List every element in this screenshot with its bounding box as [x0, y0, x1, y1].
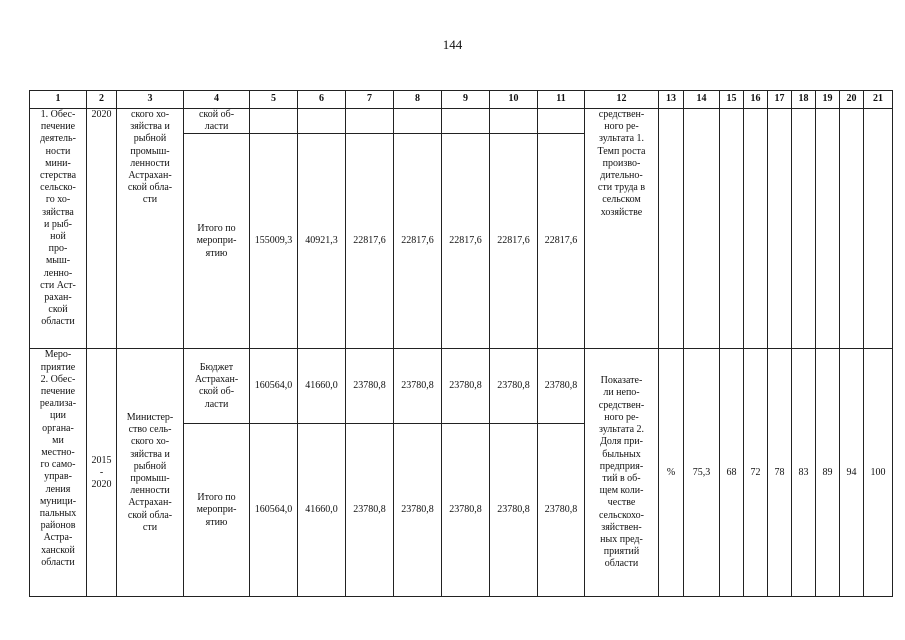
indicator-value-cell: 83: [792, 349, 816, 597]
header-cell: 5: [250, 91, 298, 109]
header-cell: 4: [184, 91, 250, 109]
value-cell: 23780,8: [346, 349, 394, 424]
indicator-value-cell: [768, 109, 792, 349]
funding-source-cell: Итого по меропри- ятию: [184, 424, 250, 597]
value-cell: 22817,6: [490, 134, 538, 349]
period-cell: 2015 - 2020: [87, 349, 117, 597]
indicator-value-cell: 72: [744, 349, 768, 597]
value-cell: [490, 109, 538, 134]
header-cell: 11: [538, 91, 585, 109]
indicator-value-cell: 94: [840, 349, 864, 597]
indicator-value-cell: [792, 109, 816, 349]
value-cell: [298, 109, 346, 134]
funding-source-cell: ской об- ласти: [184, 109, 250, 134]
value-cell: 40921,3: [298, 134, 346, 349]
indicator-value-cell: [659, 109, 684, 349]
header-cell: 6: [298, 91, 346, 109]
header-cell: 9: [442, 91, 490, 109]
value-cell: 23780,8: [442, 349, 490, 424]
measure-description: 1. Обес- печение деятель- ности мини- стерства сельско- го хо- зяйства и рыб- ной про- мыш- ленно- сти Аст- рахан- ской области: [30, 109, 87, 349]
value-cell: 41660,0: [298, 424, 346, 597]
header-cell: 16: [744, 91, 768, 109]
header-cell: 1: [30, 91, 87, 109]
value-cell: 23780,8: [538, 349, 585, 424]
indicator-value-cell: [840, 109, 864, 349]
indicator-value-cell: [684, 109, 720, 349]
value-cell: 41660,0: [298, 349, 346, 424]
indicator-unit-cell: %: [659, 349, 684, 597]
value-cell: 22817,6: [538, 134, 585, 349]
indicator-cell: средствен- ного ре- зультата 1. Темп роста произво- дительно- сти труда в сельском хозяйстве: [585, 109, 659, 349]
indicator-value-cell: 78: [768, 349, 792, 597]
value-cell: [346, 109, 394, 134]
indicator-value-cell: 100: [864, 349, 893, 597]
value-cell: 23780,8: [346, 424, 394, 597]
indicator-value-cell: 75,3: [684, 349, 720, 597]
value-cell: 155009,3: [250, 134, 298, 349]
header-cell: 10: [490, 91, 538, 109]
indicator-value-cell: [720, 109, 744, 349]
header-cell: 14: [684, 91, 720, 109]
header-cell: 8: [394, 91, 442, 109]
value-cell: 23780,8: [490, 424, 538, 597]
value-cell: 23780,8: [442, 424, 490, 597]
value-cell: [442, 109, 490, 134]
value-cell: 23780,8: [394, 424, 442, 597]
table-row: [30, 349, 893, 424]
period-cell: 2020: [87, 109, 117, 349]
value-cell: 160564,0: [250, 424, 298, 597]
indicator-value-cell: [816, 109, 840, 349]
value-cell: 22817,6: [442, 134, 490, 349]
header-cell: 15: [720, 91, 744, 109]
header-cell: 19: [816, 91, 840, 109]
funding-source-cell: Бюджет Астрахан- ской об- ласти: [184, 349, 250, 424]
page-number: 144: [442, 37, 463, 52]
header-cell: 12: [585, 91, 659, 109]
indicator-cell: Показате- ли непо- средствен- ного ре- зультата 2. Доля при- быльных предприя- тий в об- щем коли- честве сельскохо- зяйствен- ных пред- приятий области: [585, 349, 659, 597]
header-cell: 21: [864, 91, 893, 109]
executor-cell: Министер- ство сель- ского хо- зяйства и рыбной промыш- ленности Астрахан- ской обла- сти: [117, 349, 184, 597]
header-cell: 2: [87, 91, 117, 109]
header-cell: 20: [840, 91, 864, 109]
header-cell: 13: [659, 91, 684, 109]
executor-cell: ского хо- зяйства и рыбной промыш- ленности Астрахан- ской обла- сти: [117, 109, 184, 349]
measure-description: Меро- приятие 2. Обес- печение реализа- ции органа- ми местно- го само- управ- ления муници- пальных районов Астра- ханской области: [30, 349, 87, 597]
value-cell: [538, 109, 585, 134]
value-cell: 23780,8: [538, 424, 585, 597]
value-cell: 22817,6: [394, 134, 442, 349]
value-cell: 160564,0: [250, 349, 298, 424]
data-table: [29, 90, 893, 597]
value-cell: 22817,6: [346, 134, 394, 349]
value-cell: 23780,8: [394, 349, 442, 424]
value-cell: 23780,8: [490, 349, 538, 424]
value-cell: [250, 109, 298, 134]
indicator-value-cell: 68: [720, 349, 744, 597]
header-row: [30, 91, 893, 109]
indicator-value-cell: [864, 109, 893, 349]
table-row: [30, 109, 893, 134]
funding-source-cell: Итого по меропри- ятию: [184, 134, 250, 349]
header-cell: 3: [117, 91, 184, 109]
header-cell: 7: [346, 91, 394, 109]
value-cell: [394, 109, 442, 134]
header-cell: 17: [768, 91, 792, 109]
header-cell: 18: [792, 91, 816, 109]
indicator-value-cell: [744, 109, 768, 349]
indicator-value-cell: 89: [816, 349, 840, 597]
